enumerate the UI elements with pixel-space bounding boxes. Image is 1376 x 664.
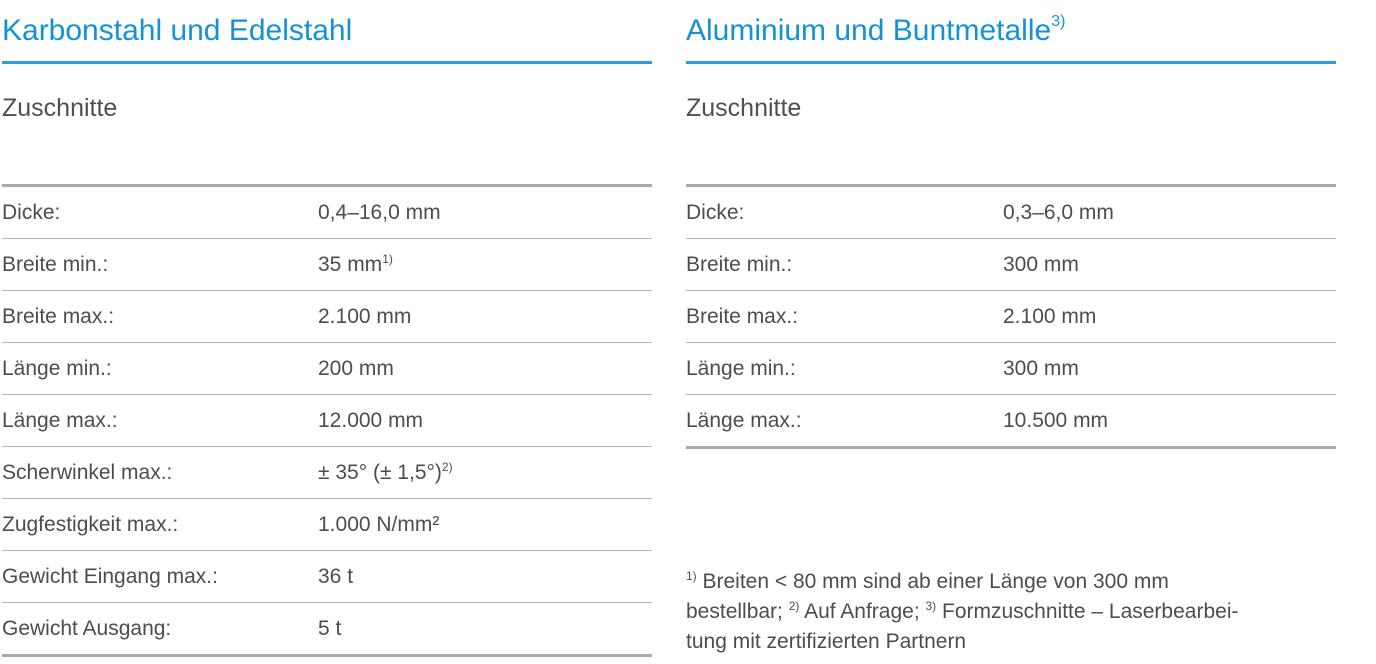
spec-label: Gewicht Eingang max.: [2, 565, 218, 588]
spec-table [2, 184, 652, 657]
section-title: Karbonstahl und Edelstahl [2, 14, 353, 47]
section-subtitle: Zuschnitte [2, 94, 118, 122]
spec-row-width-min [686, 239, 1336, 291]
spec-row-length-max [686, 395, 1336, 449]
spec-label: Breite min.: [686, 253, 793, 276]
spec-value-text: 1.000 N/mm² [318, 513, 440, 536]
title-rule [686, 61, 1336, 64]
spec-value: 300 mm [1003, 253, 1079, 276]
spec-value [318, 201, 441, 225]
section-title [686, 14, 1065, 48]
spec-label: Breite min.: [2, 253, 109, 276]
spec-value [318, 305, 411, 329]
spec-value-text: 36 t [318, 565, 354, 588]
footnote-marker: 2) [788, 599, 800, 613]
spec-label: Länge max.: [2, 409, 118, 432]
footnote-line [686, 597, 1336, 627]
spec-label: Länge min.: [686, 357, 796, 380]
section-title-text: Aluminium und Buntmetalle [686, 14, 1052, 47]
footnote-marker: 1) [686, 569, 697, 583]
footnote-text: Auf Anfrage; [799, 600, 926, 623]
spec-row-length-max [2, 395, 652, 447]
spec-value [318, 461, 453, 485]
footnote-text: tung mit zertifizierten Partnern [686, 630, 967, 653]
spec-value-text: 0,4–16,0 mm [318, 201, 441, 224]
spec-label: Zugfestigkeit max.: [2, 513, 179, 536]
spec-row-length-min [686, 343, 1336, 395]
footnote-line [686, 567, 1336, 597]
spec-value-text: 200 mm [318, 357, 394, 380]
spec-table [686, 184, 1336, 449]
footnote-marker: 3) [925, 599, 937, 613]
footnote-ref: 3) [1051, 13, 1066, 30]
spec-row-thickness [686, 187, 1336, 239]
spec-value: 300 mm [1003, 357, 1079, 380]
footnote-line [686, 627, 1336, 657]
spec-value-text: 5 t [318, 617, 342, 640]
spec-value-text: 12.000 mm [318, 409, 424, 432]
spec-row-weight-input [2, 551, 652, 603]
spec-row-width-max [686, 291, 1336, 343]
footnote-text: Formzuschnitte – Laserbearbei- [936, 600, 1239, 623]
section-subtitle: Zuschnitte [686, 94, 802, 122]
spec-value: 10.500 mm [1003, 409, 1109, 432]
spec-label: Scherwinkel max.: [2, 461, 173, 484]
spec-label: Länge max.: [686, 409, 802, 432]
footnote-text: bestellbar; [686, 600, 789, 623]
spec-value [318, 513, 439, 537]
spec-value [318, 409, 423, 433]
spec-value: 2.100 mm [1003, 305, 1097, 328]
spec-value [318, 565, 353, 589]
title-rule [2, 61, 652, 64]
footnote-ref: 2) [441, 460, 453, 474]
spec-label: Dicke: [686, 201, 745, 224]
spec-row-shear-angle [2, 447, 652, 499]
spec-label: Breite max.: [686, 305, 799, 328]
spec-row-tensile-strength [2, 499, 652, 551]
spec-row-weight-output [2, 603, 652, 657]
spec-value [318, 617, 341, 641]
spec-row-width-min [2, 239, 652, 291]
spec-value-text: 2.100 mm [318, 305, 412, 328]
spec-value-text: 35 mm [318, 253, 383, 276]
spec-value-text: ± 35° (± 1,5°) [318, 461, 442, 484]
spec-row-thickness [2, 187, 652, 239]
spec-label: Breite max.: [2, 305, 115, 328]
spec-label: Länge min.: [2, 357, 112, 380]
spec-value [318, 253, 393, 277]
footnotes [686, 567, 1336, 657]
spec-label: Dicke: [2, 201, 61, 224]
footnote-ref: 1) [382, 252, 393, 266]
spec-value: 0,3–6,0 mm [1003, 201, 1114, 224]
spec-row-length-min [2, 343, 652, 395]
spec-label: Gewicht Ausgang: [2, 617, 172, 640]
footnote-text: Breiten < 80 mm sind ab einer Länge von 300 mm [696, 570, 1169, 593]
spec-row-width-max [2, 291, 652, 343]
spec-value [318, 357, 394, 381]
